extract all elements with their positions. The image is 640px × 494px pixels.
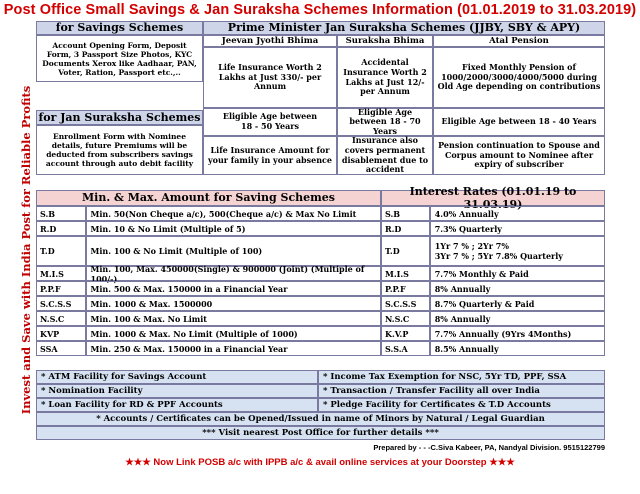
jan-suraksha-requirements-text: Enrollment Form with Nominee details, future Premiums will be deducted from subscribers savings account through auto debit facility xyxy=(36,125,203,175)
rate-row xyxy=(381,341,605,356)
amount-code: P.P.F xyxy=(36,281,86,296)
rate-code: R.D xyxy=(381,221,430,236)
rate-code: K.V.P xyxy=(381,326,430,341)
rate-code: S.C.S.S xyxy=(381,296,430,311)
rate-code: S.S.A xyxy=(381,341,430,356)
rate-row xyxy=(381,221,605,236)
rate-row xyxy=(381,281,605,296)
rate-text: 7.7% Annually (9Yrs 4Months) xyxy=(430,326,605,341)
feature-item: * Transaction / Transfer Facility all over India xyxy=(318,384,605,398)
pmjs-col-atal-pension: Atal Pension xyxy=(433,35,605,47)
pmjs-cell: Life Insurance Amount for your family in your absence xyxy=(203,136,337,175)
feature-item: * Income Tax Exemption for NSC, 5Yr TD, PPF, SSA xyxy=(318,370,605,384)
rate-text: 7.3% Quarterly xyxy=(430,221,605,236)
amount-text: Min. 1000 & Max. No Limit (Multiple of 1000) xyxy=(86,326,381,341)
amount-text: Min. 100 & No Limit (Multiple of 100) xyxy=(86,236,381,266)
pmjs-col-suraksha: Suraksha Bhima xyxy=(337,35,433,47)
rate-code: P.P.F xyxy=(381,281,430,296)
amount-text: Min. 500 & Max. 150000 in a Financial Year xyxy=(86,281,381,296)
pmjs-cell: Pension continuation to Spouse and Corpus amount to Nominee after expiry of subscriber xyxy=(433,136,605,175)
rate-row xyxy=(381,311,605,326)
pmjs-cell: Eligible Age between 18 - 50 Years xyxy=(203,108,337,136)
amount-code: KVP xyxy=(36,326,86,341)
rates-header: Interest Rates (01.01.19 to 31.03.19) xyxy=(381,190,605,206)
rate-code: N.S.C xyxy=(381,311,430,326)
amount-text: Min. 100, Max. 450000(Single) & 900000 (Joint) (Multiple of 100/-) xyxy=(86,266,381,281)
feature-item: * ATM Facility for Savings Account xyxy=(36,370,318,384)
amount-row xyxy=(36,221,381,236)
amount-row xyxy=(36,311,381,326)
side-slogan xyxy=(18,85,34,415)
jan-suraksha-requirements-header: for Jan Suraksha Schemes xyxy=(36,110,203,125)
feature-item: * Pledge Facility for Certificates & T.D Accounts xyxy=(318,398,605,412)
amount-row xyxy=(36,236,381,266)
amount-code: N.S.C xyxy=(36,311,86,326)
amounts-header: Min. & Max. Amount for Saving Schemes xyxy=(36,190,381,206)
rate-text: 8% Annually xyxy=(430,281,605,296)
rates-table xyxy=(381,206,605,356)
rate-row xyxy=(381,206,605,221)
rate-code: M.I.S xyxy=(381,266,430,281)
rate-text: 8.7% Quarterly & Paid xyxy=(430,296,605,311)
amount-row xyxy=(36,326,381,341)
amount-row xyxy=(36,263,381,284)
visit-note: *** Visit nearest Post Office for further details *** xyxy=(36,426,605,440)
rate-text-line: 1Yr 7 % ; 2Yr 7% xyxy=(434,241,509,251)
amount-row xyxy=(36,206,381,221)
feature-item: * Loan Facility for RD & PPF Accounts xyxy=(36,398,318,412)
side-slogan-text: Invest and Save with India Post for Reliable Profits xyxy=(19,85,33,415)
rate-code: T.D xyxy=(381,236,430,266)
rate-text: 8.5% Annually xyxy=(430,341,605,356)
rate-row xyxy=(381,326,605,341)
pmjs-cell: Insurance also covers permanent disablement due to accident xyxy=(337,136,433,175)
pmjs-cell: Eligible Age between 18 - 40 Years xyxy=(433,108,605,136)
rate-text-line: 3Yr 7 % ; 5Yr 7.8% Quarterly xyxy=(434,251,563,261)
rate-text xyxy=(430,236,605,266)
pmjs-cell: Fixed Monthly Pension of 1000/2000/3000/4000/5000 during Old Age depending on contributions xyxy=(433,47,605,108)
amount-text: Min. 10 & No Limit (Multiple of 5) xyxy=(86,221,381,236)
rate-code: S.B xyxy=(381,206,430,221)
amount-code: T.D xyxy=(36,236,86,266)
amount-code: M.I.S xyxy=(36,266,86,281)
rate-row xyxy=(381,296,605,311)
rate-text: 8% Annually xyxy=(430,311,605,326)
prepared-by: Prepared by - - -C.Siva Kabeer, PA, Nandyal Division. 9515122799 xyxy=(373,443,605,452)
savings-requirements-text: Account Opening Form, Deposit Form, 3 Passport Size Photos, KYC Documents Xerox like Aadhaar, PAN, Voter, Ration, Passport etc.,.. xyxy=(36,35,203,82)
amount-code: S.C.S.S xyxy=(36,296,86,311)
amount-text: Min. 250 & Max. 150000 in a Financial Year xyxy=(86,341,381,356)
amount-text: Min. 1000 & Max. 1500000 xyxy=(86,296,381,311)
rate-text: 7.7% Monthly & Paid xyxy=(430,266,605,281)
amount-code: R.D xyxy=(36,221,86,236)
minor-accounts-note: * Accounts / Certificates can be Opened/Issued in name of Minors by Natural / Legal Guardian xyxy=(36,412,605,426)
page-title: Post Office Small Savings & Jan Suraksha Schemes Information (01.01.2019 to 31.03.2019) xyxy=(3,2,637,18)
pmjs-col-jeevan-jyothi: Jeevan Jyothi Bhima xyxy=(203,35,337,47)
amount-row xyxy=(36,281,381,296)
rate-row xyxy=(381,236,605,266)
feature-item: * Nomination Facility xyxy=(36,384,318,398)
amounts-table xyxy=(36,206,381,356)
rate-row xyxy=(381,266,605,281)
amount-row xyxy=(36,296,381,311)
pmjs-header: Prime Minister Jan Suraksha Schemes (JJBY, SBY & APY) xyxy=(203,21,605,35)
pmjs-cell: Accidental Insurance Worth 2 Lakhs at Just 12/- per Annum xyxy=(337,47,433,108)
pmjs-cell: Eligible Age between 18 - 70 Years xyxy=(337,108,433,136)
amount-text: Min. 100 & Max. No Limit xyxy=(86,311,381,326)
amount-code: S.B xyxy=(36,206,86,221)
rate-text: 4.0% Annually xyxy=(430,206,605,221)
bottom-banner: ★★★ Now Link POSB a/c with IPPB a/c & avail online services at your Doorstep ★★★ xyxy=(125,457,515,468)
amount-row xyxy=(36,341,381,356)
savings-requirements-header: for Savings Schemes xyxy=(36,21,203,35)
pmjs-cell: Life Insurance Worth 2 Lakhs at Just 330/- per Annum xyxy=(203,47,337,108)
amount-text: Min. 50(Non Cheque a/c), 500(Cheque a/c) & Max No Limit xyxy=(86,206,381,221)
amount-code: SSA xyxy=(36,341,86,356)
